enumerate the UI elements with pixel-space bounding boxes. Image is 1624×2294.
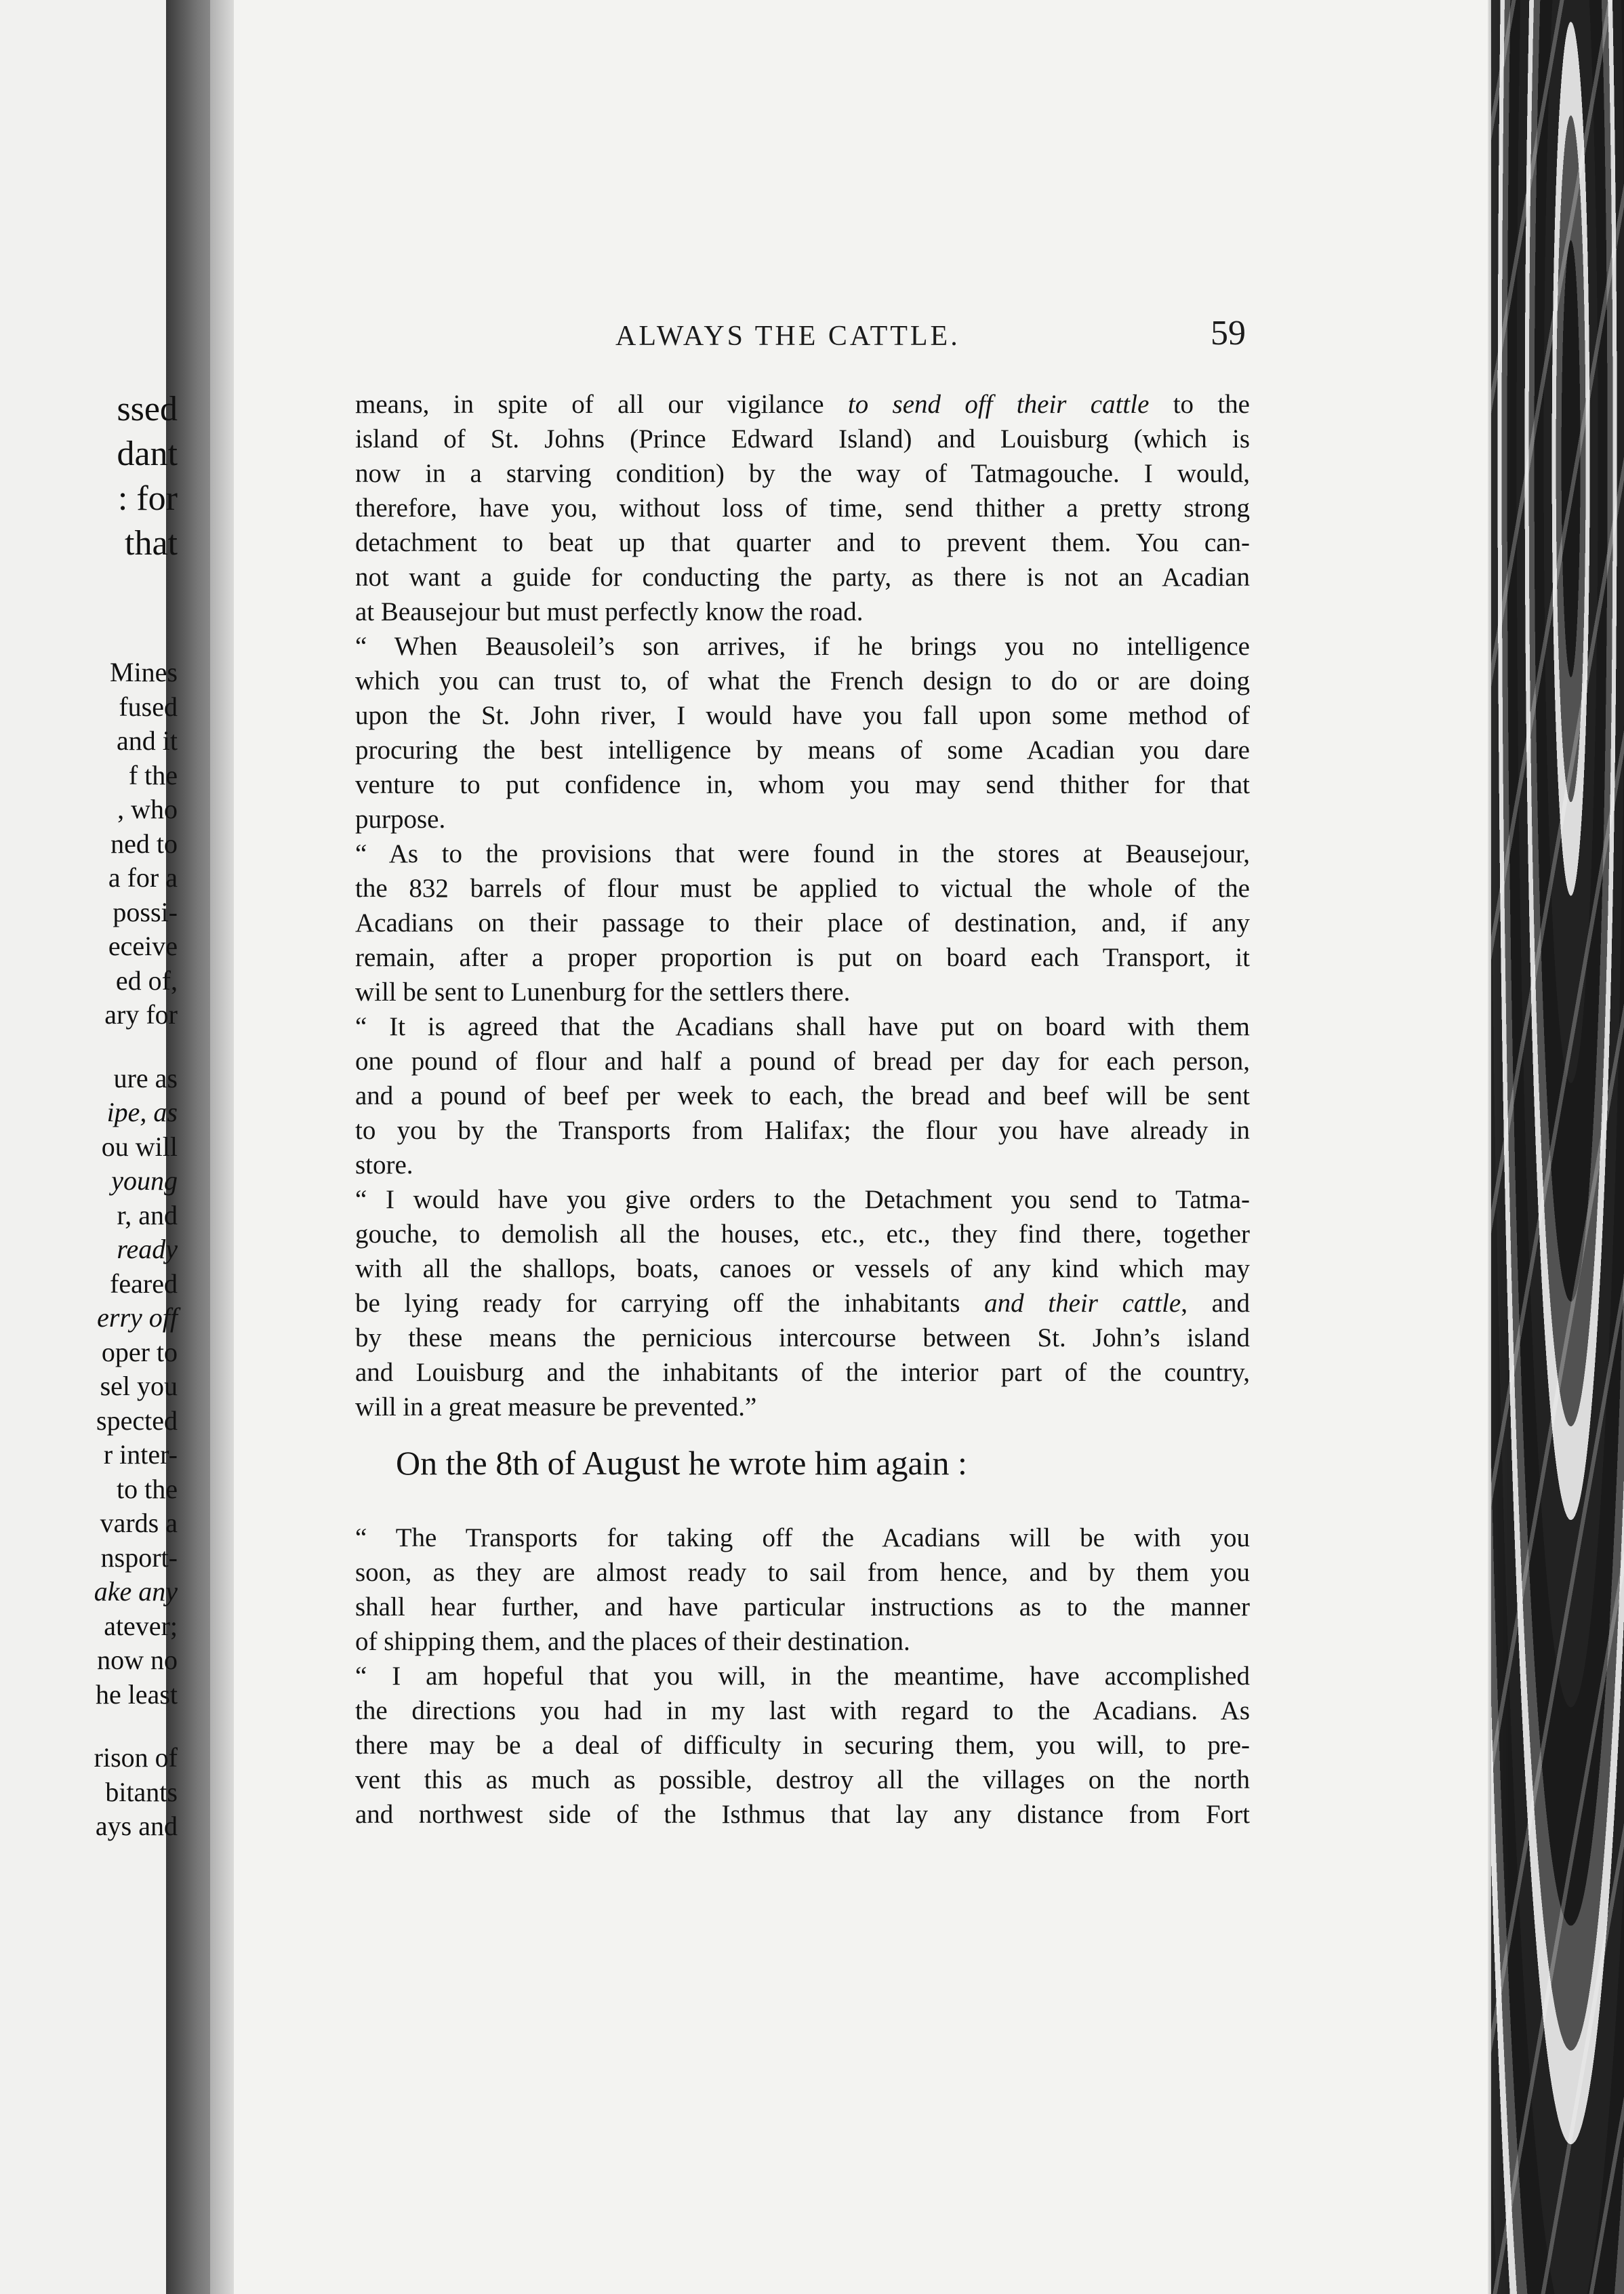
text-line xyxy=(355,1286,1250,1321)
text-line xyxy=(355,525,1250,560)
text-line: there may be a deal of difficulty in securing them, you will, to pre- xyxy=(355,1731,1250,1760)
text-line: soon, as they are almost ready to sail from hence, and by them you xyxy=(355,1558,1250,1587)
left-page-line: eceive xyxy=(108,931,178,961)
text-line: Acadians on their passage to their place of destination, and, if any xyxy=(355,908,1250,938)
text-run: to the xyxy=(1149,390,1250,419)
left-page-line: ary for xyxy=(104,999,178,1030)
left-page-line: ure as xyxy=(113,1062,178,1093)
left-page-line: spected xyxy=(96,1405,178,1436)
left-page-line: fused xyxy=(119,691,178,722)
left-page-line: and it xyxy=(117,725,178,756)
text-run: at Beausejour but must perfectly know the road. xyxy=(355,597,864,626)
text-line xyxy=(355,387,1250,422)
left-page-line: that xyxy=(125,524,178,563)
text-line: “ It is agreed that the Acadians shall have put on board with them xyxy=(355,1012,1250,1041)
left-page-line: Mines xyxy=(110,657,178,687)
running-head xyxy=(615,314,1246,358)
text-run: now in a starving condition) by the way of Tatmagouche. I would, xyxy=(355,459,1250,488)
text-run: by these means the pernicious intercourse between St. John’s island xyxy=(355,1323,1250,1352)
left-page-line: oper to xyxy=(101,1336,178,1367)
marble-texture xyxy=(1491,0,1624,2294)
text-run: gouche, to demolish all the houses, etc., etc., they find there, together xyxy=(355,1220,1250,1249)
left-page-line: : for xyxy=(117,479,178,518)
text-line: which you can trust to, of what the French design to do or are doing xyxy=(355,666,1250,696)
left-page-line: , who xyxy=(117,794,178,824)
text-line: will be sent to Lunenburg for the settlers there. xyxy=(355,978,851,1007)
left-page-line: ou will xyxy=(101,1131,178,1162)
left-page-line: ssed xyxy=(117,390,178,428)
text-line xyxy=(355,422,1250,456)
text-line: upon the St. John river, I would have you fall upon some method of xyxy=(355,701,1250,730)
text-line: the 832 barrels of flour must be applied to victual the whole of the xyxy=(355,874,1250,903)
text-run: with all the shallops, boats, canoes or vessels of any kind which may xyxy=(355,1254,1250,1283)
text-run: not want a guide for conducting the party, as there is not an Acadian xyxy=(355,563,1250,592)
text-line: vent this as much as possible, destroy all the villages on the north xyxy=(355,1765,1250,1794)
left-page-line: r inter- xyxy=(103,1439,178,1470)
text-line xyxy=(355,1321,1250,1355)
text-line xyxy=(355,1217,1250,1251)
left-page-line: he least xyxy=(95,1678,178,1710)
text-line xyxy=(355,1390,1250,1424)
text-line xyxy=(355,1251,1250,1286)
text-line xyxy=(355,560,1250,595)
text-line: and northwest side of the Isthmus that lay any distance from Fort xyxy=(355,1800,1250,1829)
left-page-line: ays and xyxy=(95,1811,178,1841)
text-line: and a pound of beef per week to each, the bread and beef will be sent xyxy=(355,1081,1250,1110)
text-run: “ I would have you give orders to the Detachment you send to Tatma- xyxy=(355,1185,1250,1214)
left-page-line: bitants xyxy=(105,1776,178,1807)
text-line xyxy=(355,491,1250,525)
text-run: and Louisburg and the inhabitants of the interior part of the country, xyxy=(355,1358,1250,1387)
text-line xyxy=(355,1182,1250,1217)
text-run: therefore, have you, without loss of time, send thither a pretty strong xyxy=(355,494,1250,523)
text-line: “ As to the provisions that were found in the stores at Beausejour, xyxy=(355,839,1250,868)
text-line: remain, after a proper proportion is put on board each Transport, it xyxy=(355,943,1250,972)
text-line: purpose. xyxy=(355,805,446,834)
left-page-line: ready xyxy=(117,1234,178,1264)
left-page-line: sel you xyxy=(100,1371,178,1401)
italic-run: and their cattle xyxy=(984,1289,1181,1318)
section-heading: On the 8th of August he wrote him again : xyxy=(396,1444,967,1482)
left-page-line: a for a xyxy=(108,862,178,893)
text-line xyxy=(355,456,1250,491)
text-run: detachment to beat up that quarter and to prevent them. You can- xyxy=(355,528,1250,557)
text-line xyxy=(355,1355,1250,1390)
text-run: , and xyxy=(1181,1289,1250,1318)
left-page-line: ake any xyxy=(94,1576,178,1607)
italic-run: to send off their cattle xyxy=(847,390,1150,419)
text-line: store. xyxy=(355,1150,413,1180)
text-line: venture to put confidence in, whom you may send thither for that xyxy=(355,770,1250,799)
text-line: “ The Transports for taking off the Acadians will be with you xyxy=(355,1523,1250,1552)
text-run: will in a great measure be prevented.” xyxy=(355,1392,757,1422)
left-page-line: rison of xyxy=(94,1742,178,1773)
text-line: the directions you had in my last with regard to the Acadians. As xyxy=(355,1696,1250,1725)
text-line: of shipping them, and the places of their destination. xyxy=(355,1627,910,1656)
page-number: 59 xyxy=(1211,314,1246,353)
text-line: “ When Beausoleil’s son arrives, if he brings you no intelligence xyxy=(355,632,1250,661)
left-page-line: possi- xyxy=(113,896,178,927)
left-page-line: erry off xyxy=(97,1302,178,1333)
running-title: ALWAYS THE CATTLE. xyxy=(615,321,960,352)
left-page-line: now no xyxy=(97,1645,178,1675)
left-page-line: dant xyxy=(117,435,178,473)
text-line: shall hear further, and have particular instructions as to the manner xyxy=(355,1592,1250,1622)
left-page-line: ipe, as xyxy=(106,1097,178,1127)
left-page-line: ned to xyxy=(110,828,178,859)
left-page-line: ed of, xyxy=(115,965,178,996)
text-run: island of St. Johns (Prince Edward Island) and Louisburg (which is xyxy=(355,424,1250,454)
body-text xyxy=(355,387,1250,1832)
text-run: means, in spite of all our vigilance xyxy=(355,390,848,419)
left-page-line: r, and xyxy=(117,1199,178,1230)
left-page-line: vards a xyxy=(100,1508,178,1538)
text-line xyxy=(355,595,1250,629)
text-line: one pound of flour and half a pound of bread per day for each person, xyxy=(355,1047,1250,1076)
left-page-line: nsport- xyxy=(100,1542,178,1573)
text-run: be lying ready for carrying off the inhabitants xyxy=(355,1289,985,1318)
text-line: to you by the Transports from Halifax; the flour you have already in xyxy=(355,1116,1250,1145)
left-page-line: feared xyxy=(110,1268,178,1299)
left-page-line: f the xyxy=(128,759,178,790)
left-page-line: to the xyxy=(117,1473,178,1504)
text-line: “ I am hopeful that you will, in the meantime, have accomplished xyxy=(355,1662,1250,1691)
text-line: procuring the best intelligence by means of some Acadian you dare xyxy=(355,736,1250,765)
left-page-line: atever; xyxy=(104,1610,178,1641)
left-page-line: young xyxy=(111,1165,178,1196)
